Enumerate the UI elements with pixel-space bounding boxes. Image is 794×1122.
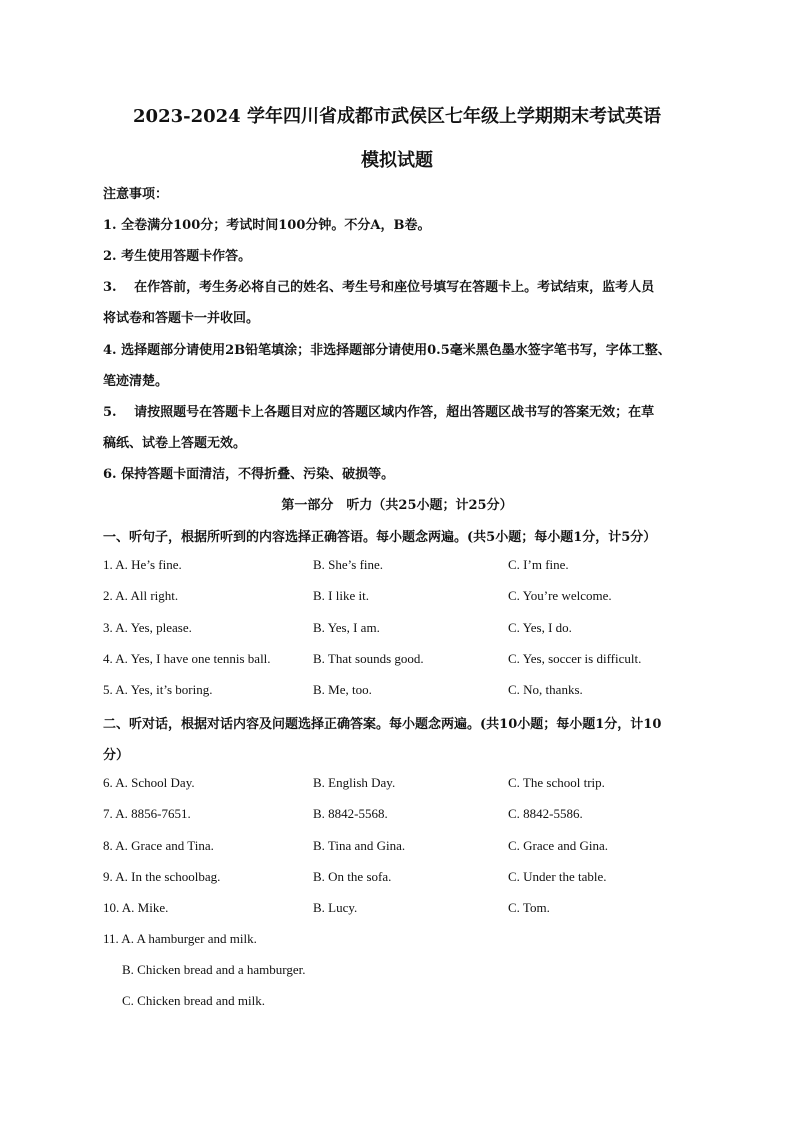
notice-6: 6. 保持答题卡面清洁，不得折叠、污染、破损等。 bbox=[103, 467, 395, 482]
q7-option-a: 7. A. 8856-7651. bbox=[103, 806, 191, 821]
q8-option-a: 8. A. Grace and Tina. bbox=[103, 838, 214, 853]
q9-option-a: 9. A. In the schoolbag. bbox=[103, 869, 221, 884]
section2-heading-cont: 分） bbox=[103, 748, 130, 763]
q4-option-a: 4. A. Yes, I have one tennis ball. bbox=[103, 651, 271, 666]
exam-title-line1: 2023-2024 学年四川省成都市武侯区七年级上学期期末考试英语 bbox=[133, 106, 661, 127]
q1-option-b: B. She’s fine. bbox=[313, 557, 384, 572]
notice-2: 2. 考生使用答题卡作答。 bbox=[103, 249, 252, 264]
q8-option-c: C. Grace and Gina. bbox=[508, 838, 608, 853]
q3-option-b: B. Yes, I am. bbox=[313, 620, 380, 635]
q2-option-b: B. I like it. bbox=[313, 588, 369, 603]
q10-option-c: C. Tom. bbox=[508, 900, 550, 915]
notice-3-cont: 将试卷和答题卡一并收回。 bbox=[103, 311, 260, 326]
q5-option-c: C. No, thanks. bbox=[508, 682, 583, 697]
q8-option-b: B. Tina and Gina. bbox=[313, 838, 406, 853]
q2-option-c: C. You’re welcome. bbox=[508, 588, 612, 603]
q5-option-a: 5. A. Yes, it’s boring. bbox=[103, 682, 213, 697]
q4-option-c: C. Yes, soccer is difficult. bbox=[508, 651, 642, 666]
q9-option-c: C. Under the table. bbox=[508, 869, 607, 884]
notice-5-cont: 稿纸、试卷上答题无效。 bbox=[103, 436, 247, 451]
q7-option-b: B. 8842-5568. bbox=[313, 806, 388, 821]
q9-option-b: B. On the sofa. bbox=[313, 869, 392, 884]
q11-option-a: 11. A. A hamburger and milk. bbox=[103, 931, 257, 946]
section1-heading: 一、听句子，根据所听到的内容选择正确答语。每小题念两遍。(共5小题；每小题1分，计5分） bbox=[103, 530, 657, 545]
q6-option-a: 6. A. School Day. bbox=[103, 775, 195, 790]
q4-option-b: B. That sounds good. bbox=[313, 651, 424, 666]
part1-heading: 第一部分 听力（共25小题；计25分） bbox=[281, 498, 513, 513]
exam-title-line2: 模拟试题 bbox=[361, 150, 433, 171]
q10-option-a: 10. A. Mike. bbox=[103, 900, 169, 915]
q1-option-a: 1. A. He’s fine. bbox=[103, 557, 182, 572]
notice-heading: 注意事项： bbox=[103, 187, 169, 202]
q1-option-c: C. I’m fine. bbox=[508, 557, 569, 572]
q5-option-b: B. Me, too. bbox=[313, 682, 372, 697]
notice-3: 3. 在作答前，考生务必将自己的姓名、考生号和座位号填写在答题卡上。考试结束，监考人员 bbox=[103, 280, 655, 295]
q11-option-b: B. Chicken bread and a hamburger. bbox=[122, 962, 306, 977]
notice-5: 5. 请按照题号在答题卡上各题目对应的答题区域内作答，超出答题区战书写的答案无效；在草 bbox=[103, 405, 655, 420]
notice-1: 1. 全卷满分100分；考试时间100分钟。不分A，B卷。 bbox=[103, 218, 431, 233]
q10-option-b: B. Lucy. bbox=[313, 900, 358, 915]
q6-option-b: B. English Day. bbox=[313, 775, 396, 790]
notice-4: 4. 选择题部分请使用2B铅笔填涂；非选择题部分请使用0.5毫米黑色墨水签字笔书写，字体工整、 bbox=[103, 343, 671, 358]
q7-option-c: C. 8842-5586. bbox=[508, 806, 583, 821]
q3-option-a: 3. A. Yes, please. bbox=[103, 620, 192, 635]
q6-option-c: C. The school trip. bbox=[508, 775, 605, 790]
q11-option-c: C. Chicken bread and milk. bbox=[122, 993, 265, 1008]
section2-heading: 二、听对话，根据对话内容及问题选择正确答案。每小题念两遍。(共10小题；每小题1分，计10 bbox=[103, 717, 662, 732]
notice-4-cont: 笔迹清楚。 bbox=[103, 374, 169, 389]
q2-option-a: 2. A. All right. bbox=[103, 588, 179, 603]
q3-option-c: C. Yes, I do. bbox=[508, 620, 572, 635]
